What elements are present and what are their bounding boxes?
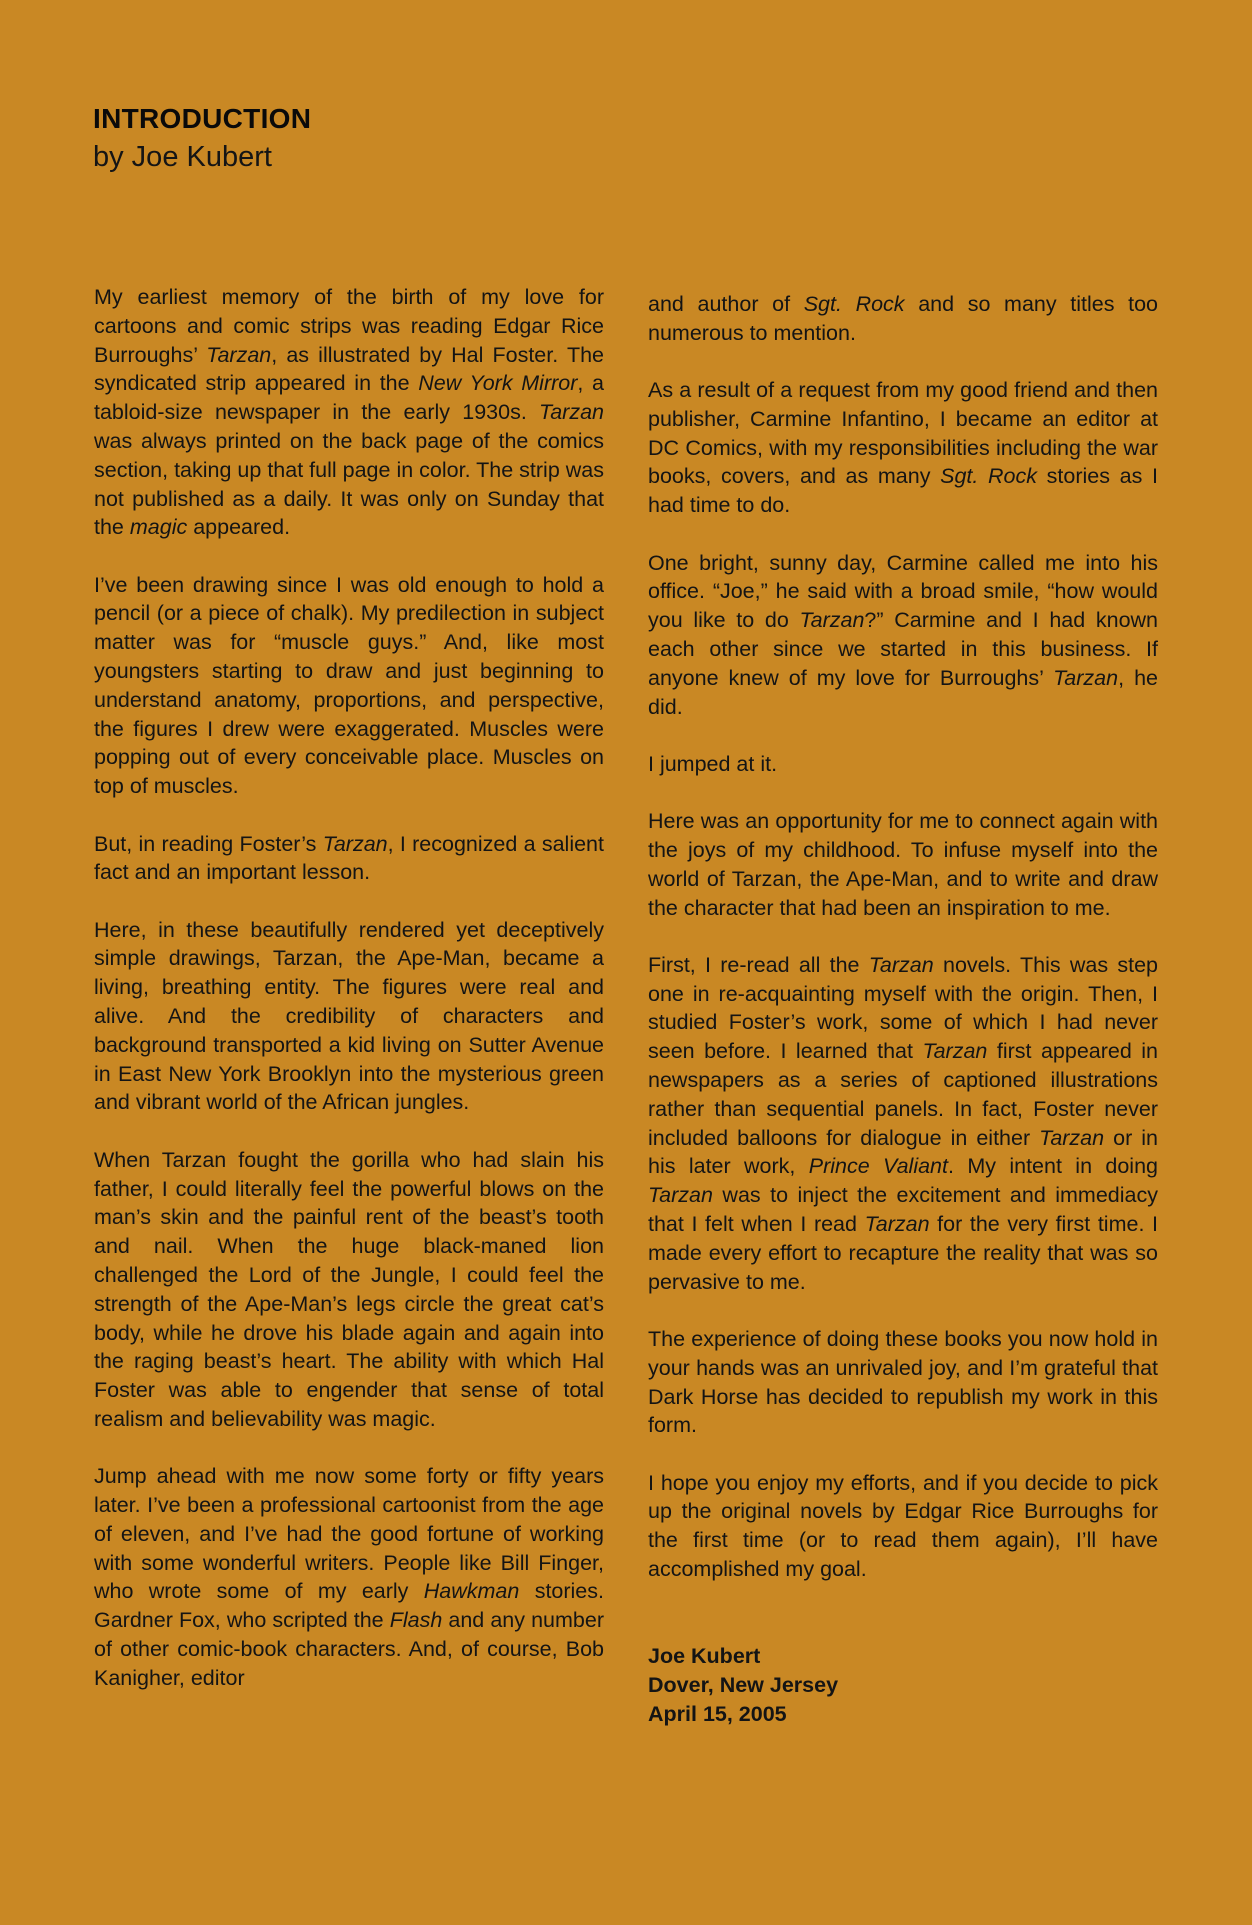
italic-title-text: Prince Valiant bbox=[808, 1154, 948, 1179]
paragraph-text: for the very first time. I made every effort to recapture the reality that was so pervasive to me. bbox=[648, 1212, 1158, 1294]
paragraph bbox=[648, 1469, 1158, 1584]
paragraph-text: first appeared in newspapers as a series of captioned illustrations rather than sequential panels. In fact, Foster never included balloons for dialogue in either bbox=[648, 1039, 1159, 1150]
right-paragraphs bbox=[648, 290, 1158, 1584]
paragraph-text: stories. Gardner Fox, who scripted the bbox=[94, 1579, 604, 1633]
page-heading bbox=[93, 100, 593, 176]
paragraph-text: novels. This was step one in re-acquainting myself with the origin. Then, I studied Foster’s work, some of which I had never seen before. I learned that bbox=[648, 952, 1158, 1064]
paragraph-text: Here, in these beautifully rendered yet deceptively simple drawings, Tarzan, the Ape-Man, became a living, breathing entity. The figures were real and alive. And the credibility of characters and background transported a kid living on Sutter Avenue in East New York Brooklyn into the mysterious green and vibrant world of the African jungles. bbox=[94, 917, 604, 1115]
paragraph-text: My earliest memory of the birth of my love for cartoons and comic strips was reading Edgar Rice Burroughs’ bbox=[94, 285, 604, 367]
paragraph bbox=[94, 571, 604, 801]
paragraph-text: Here was an opportunity for me to connect again with the joys of my childhood. To infuse myself into the world of Tarzan, the Ape-Man, and to write and draw the character that had been an inspiration to me. bbox=[648, 809, 1158, 920]
paragraph-text: , a tabloid-size newspaper in the early 1930s. bbox=[94, 371, 604, 425]
signature-place: Dover, New Jersey bbox=[648, 1672, 839, 1697]
author-byline: by Joe Kubert bbox=[93, 141, 272, 173]
paragraph-text: I jumped at it. bbox=[648, 751, 778, 776]
right-text-column bbox=[648, 290, 1158, 1729]
italic-title-text: Tarzan bbox=[539, 400, 604, 425]
paragraph bbox=[94, 916, 604, 1118]
paragraph-text: ?” Carmine and I had known each other since we started in this business. If anyone knew of my love for Burroughs’ bbox=[648, 608, 1159, 690]
paragraph-text: As a result of a request from my good friend and then publisher, Carmine Infantino, I became an editor at DC Comics, with my responsibilities including the war books, covers, and as many bbox=[648, 378, 1158, 489]
paragraph-text: , as illustrated by Hal Foster. The syndicated strip appeared in the bbox=[94, 342, 604, 396]
paragraph-text: appeared. bbox=[187, 515, 291, 540]
paragraph-text: and so many titles too numerous to mention. bbox=[648, 292, 1159, 345]
paragraph-text: I’ve been drawing since I was old enough to hold a pencil (or a piece of chalk). My predilection in subject matter was for “muscle guys.” And, like most youngsters starting to draw and just beginning to understand anatomy, proportions, and perspective, the figures I drew were exaggerated. Muscles were popping out of every conceivable place. Muscles on top of muscles. bbox=[94, 572, 604, 799]
italic-title-text: Tarzan bbox=[922, 1039, 988, 1064]
italic-title-text: New York Mirror bbox=[418, 371, 578, 396]
signature-block bbox=[648, 1642, 1158, 1729]
paragraph-text: But, in reading Foster’s bbox=[94, 831, 323, 856]
italic-title-text: Tarzan bbox=[868, 952, 934, 977]
italic-title-text: Sgt. Rock bbox=[803, 292, 905, 316]
paragraph bbox=[648, 951, 1158, 1297]
italic-title-text: Sgt. Rock bbox=[940, 464, 1037, 489]
paragraph-text: The experience of doing these books you now hold in your hands was an unrivaled joy, and I’m grateful that Dark Horse has decided to republish my work in this form. bbox=[648, 1326, 1158, 1438]
italic-title-text: Tarzan bbox=[322, 831, 388, 856]
paragraph-text: I hope you enjoy my efforts, and if you decide to pick up the original novels by Edgar Rice Burroughs for the first time (or to read them again), I’ll have accomplished my goal. bbox=[648, 1470, 1158, 1581]
paragraph bbox=[648, 290, 1158, 348]
paragraph-text: First, I re-read all the bbox=[648, 952, 869, 977]
paragraph-text: was always printed on the back page of the comics section, taking up that full page in color. The strip was not published as a daily. It was only on Sunday that the bbox=[94, 428, 604, 540]
paragraph bbox=[648, 376, 1158, 520]
italic-title-text: Tarzan bbox=[864, 1212, 930, 1237]
italic-title-text: Tarzan bbox=[799, 608, 865, 633]
italic-title-text: Tarzan bbox=[1039, 1125, 1105, 1150]
paragraph bbox=[94, 283, 604, 542]
paragraph-text: Jump ahead with me now some forty or fifty years later. I’ve been a professional cartoonist from the age of eleven, and I’ve had the good fortune of working with some wonderful writers. People like Bill Finger, who wrote some of my early bbox=[94, 1464, 604, 1604]
paragraph bbox=[94, 1146, 604, 1434]
paragraph-text: was to inject the excitement and immediacy that I felt when I read bbox=[648, 1183, 1158, 1237]
paragraph-text: stories as I had time to do. bbox=[648, 464, 1158, 518]
italic-title-text: Hawkman bbox=[423, 1579, 520, 1604]
left-text-column bbox=[94, 283, 604, 1721]
italic-title-text: Tarzan bbox=[648, 1183, 713, 1208]
paragraph-text: One bright, sunny day, Carmine called me into his office. “Joe,” he said with a broad smile, “how would you like to do bbox=[648, 550, 1158, 633]
paragraph-text: or in his later work, bbox=[648, 1125, 1158, 1179]
paragraph bbox=[94, 830, 604, 888]
paragraph bbox=[648, 1325, 1158, 1440]
paragraph-text: and any number of other comic-book characters. And, of course, Bob Kanigher, editor bbox=[94, 1608, 605, 1690]
signature-name: Joe Kubert bbox=[648, 1643, 761, 1668]
paragraph-text: , he did. bbox=[648, 665, 1158, 719]
italic-title-text: magic bbox=[129, 515, 188, 540]
paragraph-text: When Tarzan fought the gorilla who had slain his father, I could literally feel the powerful blows on the man’s skin and the painful rent of the beast’s tooth and nail. When the huge black-maned lion challenged the Lord of the Jungle, I could feel the strength of the Ape-Man’s legs circle the great cat’s body, while he drove his blade again and again into the raging beast’s heart. The ability with which Hal Foster was able to engender that sense of total realism and believability was magic. bbox=[94, 1147, 604, 1431]
italic-title-text: Tarzan bbox=[206, 342, 272, 367]
paragraph bbox=[648, 807, 1158, 922]
paragraph bbox=[648, 750, 1158, 779]
italic-title-text: Tarzan bbox=[1053, 665, 1119, 690]
signature-date: April 15, 2005 bbox=[648, 1701, 787, 1726]
paragraph-text: and author of bbox=[648, 292, 804, 316]
paragraph-text: , I recognized a salient fact and an important lesson. bbox=[94, 831, 604, 885]
paragraph-text: . My intent in doing bbox=[948, 1154, 1158, 1179]
italic-title-text: Flash bbox=[389, 1608, 443, 1633]
paragraph bbox=[94, 1462, 604, 1692]
paragraph bbox=[648, 549, 1158, 722]
page-title: INTRODUCTION bbox=[93, 103, 312, 134]
